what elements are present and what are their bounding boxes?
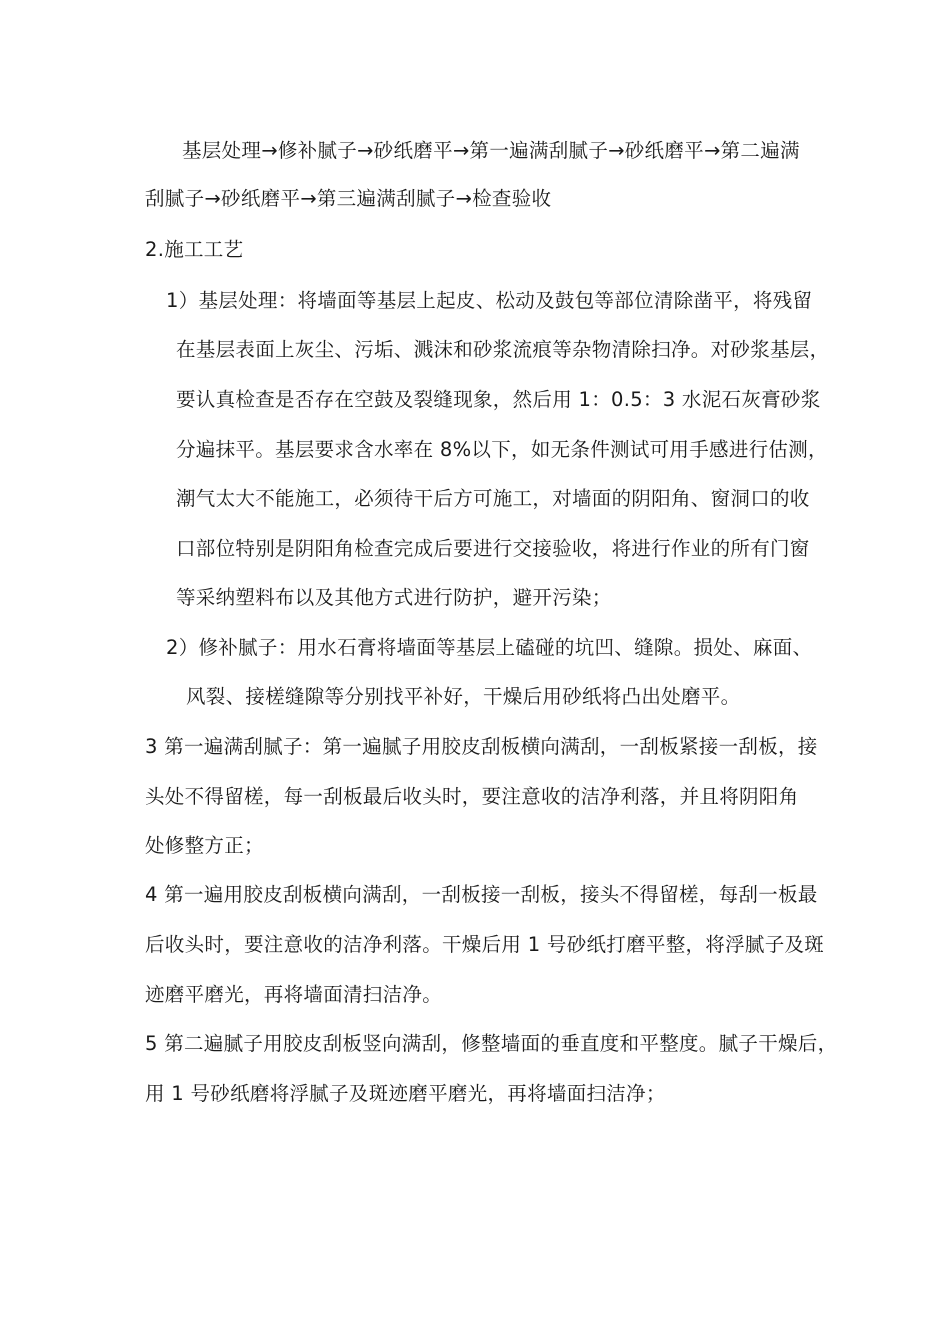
paragraph-line-12: 风裂、接槎缝隙等分别找平补好，干燥后用砂纸将凸出处磨平。 (186, 685, 741, 708)
paragraph-line-8: 潮气太大不能施工，必须待干后方可施工，对墙面的阴阳角、窗洞口的收 (176, 487, 810, 510)
paragraph-line-4: 1）基层处理：将墙面等基层上起皮、松动及鼓包等部位清除凿平，将残留 (166, 289, 813, 312)
paragraph-line-20: 用 1 号砂纸磨将浮腻子及斑迹磨平磨光，再将墙面扫洁净； (145, 1082, 666, 1105)
paragraph-line-11: 2）修补腻子：用水石膏将墙面等基层上磕碰的坑凹、缝隙。损处、麻面、 (166, 636, 813, 659)
paragraph-line-7: 分遍抹平。基层要求含水率在 8%以下，如无条件测试可用手感进行估测， (176, 438, 828, 461)
paragraph-line-17: 后收头时，要注意收的洁净利落。干燥后用 1 号砂纸打磨平整，将浮腻子及斑 (145, 933, 825, 956)
paragraph-line-15: 处修整方正； (145, 834, 264, 857)
paragraph-line-19: 5 第二遍腻子用胶皮刮板竖向满刮，修整墙面的垂直度和平整度。腻子干燥后， (145, 1032, 838, 1055)
paragraph-line-18: 迹磨平磨光，再将墙面清扫洁净。 (145, 983, 443, 1006)
paragraph-line-13: 3 第一遍满刮腻子：第一遍腻子用胶皮刮板横向满刮，一刮板紧接一刮板，接 (145, 735, 818, 758)
paragraph-line-9: 口部位特别是阴阳角检查完成后要进行交接验收，将进行作业的所有门窗 (176, 537, 810, 560)
paragraph-line-1: 基层处理→修补腻子→砂纸磨平→第一遍满刮腻子→砂纸磨平→第二遍满 (182, 139, 800, 162)
paragraph-line-16: 4 第一遍用胶皮刮板横向满刮，一刮板接一刮板，接头不得留槎，每刮一板最 (145, 883, 818, 906)
paragraph-line-10: 等采纳塑料布以及其他方式进行防护，避开污染； (176, 586, 612, 609)
paragraph-line-14: 头处不得留槎，每一刮板最后收头时，要注意收的洁净利落，并且将阴阳角 (145, 785, 799, 808)
paragraph-line-2: 刮腻子→砂纸磨平→第三遍满刮腻子→检查验收 (145, 187, 552, 210)
paragraph-line-5: 在基层表面上灰尘、污垢、溅沫和砂浆流痕等杂物清除扫净。对砂浆基层， (176, 338, 830, 361)
paragraph-line-6: 要认真检查是否存在空鼓及裂缝现象，然后用 1：0.5：3 水泥石灰膏砂浆 (176, 388, 821, 411)
section-heading: 2.施工工艺 (145, 238, 244, 261)
